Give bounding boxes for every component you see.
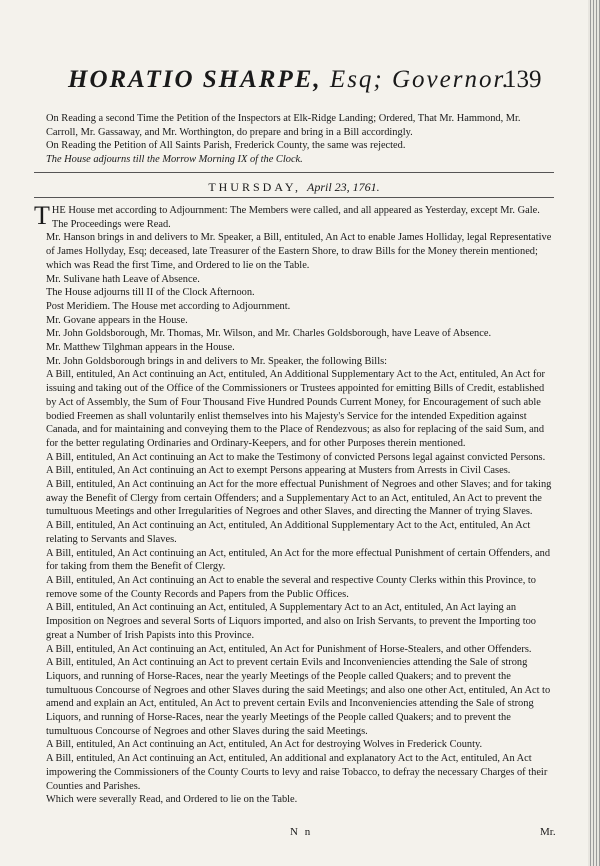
paragraph: On Reading the Petition of All Saints Parish, Frederick County, the same was rejected. xyxy=(46,140,406,152)
paragraph: The House adjourns till the Morrow Morning IX of the Clock. xyxy=(46,154,303,166)
divider xyxy=(34,172,554,173)
paragraph: Mr. Hanson brings in and delivers to Mr. Speaker, a Bill, entituled, An Act to enable James Holliday, legal Representative of James Hollyday, Esq; deceased, late Treasurer of the Eastern Shore, to draw Bills for the Money therein mentioned; which was Read the first Time, and Ordered to lie on the Table. xyxy=(46,232,552,271)
paragraph: Mr. Sulivane hath Leave of Absence. xyxy=(46,273,200,285)
opening-paragraph xyxy=(34,201,554,231)
minutes-body xyxy=(34,201,554,807)
paragraph: A Bill, entituled, An Act continuing an Act, entituled, An Act for destroying Wolves in Frederick County. xyxy=(46,739,483,751)
paragraph: Mr. John Goldsborough, Mr. Thomas, Mr. Wilson, and Mr. Charles Goldsborough, have Leave of Absence. xyxy=(46,328,492,340)
paragraph: Which were severally Read, and Ordered to lie on the Table. xyxy=(46,794,298,806)
paragraph: Mr. John Goldsborough brings in and delivers to Mr. Speaker, the following Bills: xyxy=(46,355,388,367)
page-number: 139 xyxy=(504,66,542,93)
dateline-day: THURSDAY, xyxy=(208,180,302,194)
signature-mark: N n xyxy=(290,826,313,838)
paragraph: A Bill, entituled, An Act continuing an Act, entituled, An Additional Supplementary Act to the Act, entituled, An Act relating to Servants and Slaves. xyxy=(46,520,531,545)
paragraph: The House adjourns till II of the Clock Afternoon. xyxy=(46,287,255,299)
page-edge xyxy=(588,0,600,866)
paragraph: A Bill, entituled, An Act continuing an Act to enable the several and respective County Clerks within this Province, to remove some of the County Records and Papers from the Public Offices. xyxy=(46,574,537,600)
opening-text: HE House met according to Adjournment: The Members were called, and all appeared as Yesterday, except Mr. Gale. The Proceedings were Read. xyxy=(51,205,540,230)
paragraph: A Bill, entituled, An Act continuing an Act to exempt Persons appearing at Musters from Arrests in Civil Cases. xyxy=(46,465,511,477)
paragraph: On Reading a second Time the Petition of the Inspectors at Elk-Ridge Landing; Ordered, That Mr. Hammond, Mr. Carroll, Mr. Gassaway, and Mr. Worthington, do prepare and bring in a Bill accordingly. xyxy=(46,113,521,138)
paragraph: A Bill, entituled, An Act continuing an Act to prevent certain Evils and Inconveniencies attending the Sale of strong Liquors, and running of Horse-Races, near the yearly Meetings of the People called Quakers; and to prevent the tumultuous Concourse of Negroes and other Slaves during the said Meetings; and also one other Act, entituled, An Act to amend and explain an Act, entituled, An Act to prevent certain Evils and Inconveniencies attending the Sale of strong Liquors, and running of Horse-Races, near the yearly Meetings of the People called Quakers; and to prevent the tumultuous Concourse of Negroes and other Slaves during the said Meetings. xyxy=(46,657,551,737)
paragraph: A Bill, entituled, An Act continuing an Act, entituled, An Act for Punishment of Horse-Stealers, and other Offenders. xyxy=(46,643,532,655)
paragraph: A Bill, entituled, An Act continuing an Act, entituled, A Supplementary Act to an Act, entituled, An Act laying an Imposition on Negroes and several Sorts of Liquors imported, and also on Irish Servants, to prevent the Importing too great a Number of Irish Papists into this Province. xyxy=(46,602,537,641)
header-title-rest: Esq; Governor. xyxy=(321,66,511,93)
paragraph: A Bill, entituled, An Act continuing an Act, entituled, An Act for the more effectual Punishment of certain Offenders, and for taking from them the Benefit of Clergy. xyxy=(46,547,551,573)
header-name: HORATIO SHARPE, xyxy=(68,66,322,93)
header-title xyxy=(68,66,511,94)
paragraph: Mr. Govane appears in the House. xyxy=(46,314,188,326)
top-paragraphs xyxy=(34,112,554,167)
divider xyxy=(34,197,554,198)
paragraph: A Bill, entituled, An Act continuing an Act, entituled, An additional and explanatory Act to the Act, entituled, An Act impowering the Commissioners of the County Courts to levy and raise Tobacco, to defray the necessary Charges of their Counties and Parishes. xyxy=(46,753,548,792)
paragraph: A Bill, entituled, An Act continuing an Act, entituled, An Additional Supplementary Act to the Act, entituled, An Act for issuing and taking out of the Office of the Commissioners or Trustees appointed for emitting Bills of Credit, established by Act of Assembly, the Sum of Four Thousand Five Hundred Pounds Current Money, for Encouragement of such able bodied Freemen as shall voluntarily enlist themselves into his Majesty's Service for the intended Expedition against Canada, and for maintaining and conveying them to the Place of Rendezvous; as also for replacing of the said Sum, and for the better regulating Ordinaries and Ordinary-Keepers, and for other Purposes therein mentioned. xyxy=(46,369,545,449)
drop-cap: T xyxy=(34,201,50,230)
paragraph: A Bill, entituled, An Act continuing an Act to make the Testimony of convicted Persons legal against convicted Persons. xyxy=(46,451,546,463)
paragraph: Mr. Matthew Tilghman appears in the House. xyxy=(46,342,235,354)
paragraph: A Bill, entituled, An Act continuing an Act for the more effectual Punishment of Negroes and other Slaves; and for taking away the Benefit of Clergy from certain Offenders; and a Supplementary Act to an Act, entituled, An Act to prevent the tumultuous Meetings and other Irregularities of Negroes and other Slaves, and directing the Manner of trying Slaves. xyxy=(46,479,552,518)
paragraph: Post Meridiem. The House met according to Adjournment. xyxy=(46,300,291,312)
running-header xyxy=(0,66,588,100)
dateline xyxy=(0,180,588,195)
catchword: Mr. xyxy=(540,826,556,838)
dateline-date: April 23, 1761. xyxy=(307,180,380,194)
